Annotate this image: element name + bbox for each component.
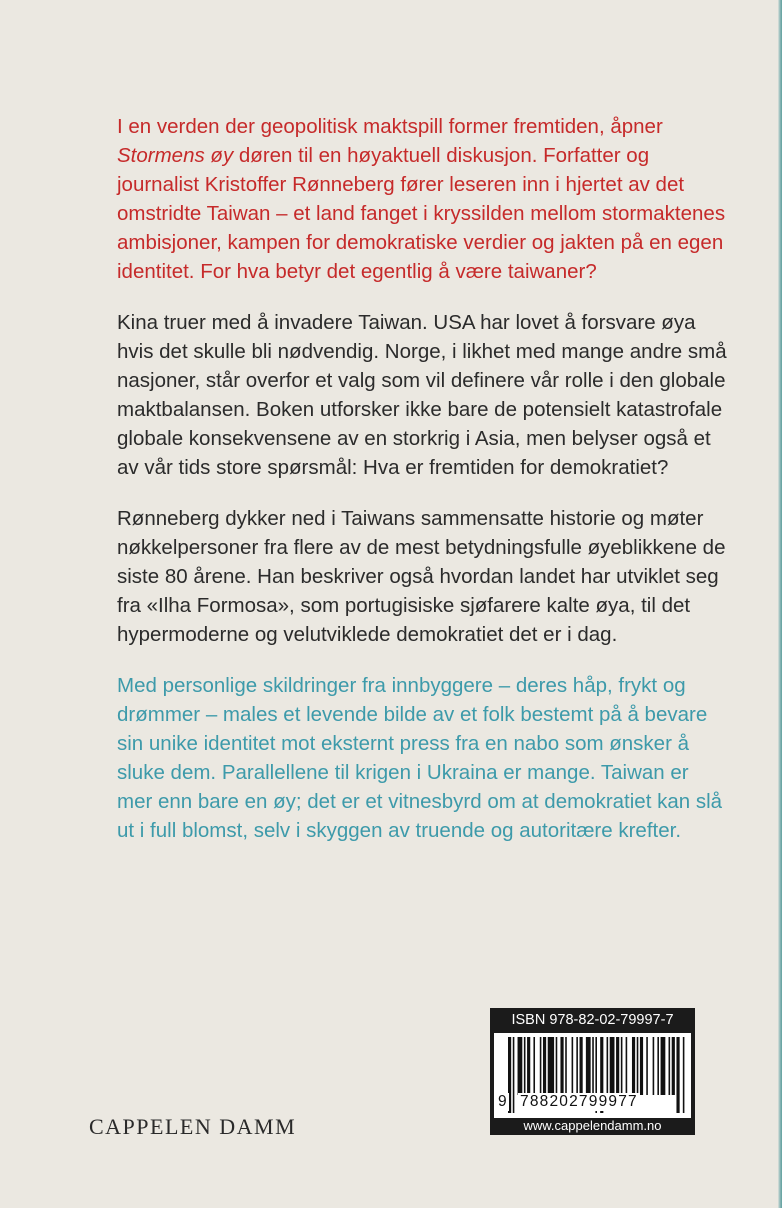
barcode-box bbox=[490, 1008, 695, 1135]
barcode-bar bbox=[565, 1037, 567, 1095]
spine-edge bbox=[778, 0, 782, 1208]
barcode-bar bbox=[672, 1037, 675, 1095]
barcode-bar bbox=[637, 1037, 639, 1095]
barcode-bar bbox=[616, 1037, 619, 1095]
barcode-bar bbox=[657, 1037, 659, 1095]
barcode-bar bbox=[592, 1037, 594, 1095]
barcode-bar bbox=[556, 1037, 558, 1095]
intro-paragraph bbox=[117, 112, 727, 286]
barcode-bar bbox=[661, 1037, 666, 1095]
barcode-bar bbox=[646, 1037, 648, 1095]
barcode-bar bbox=[586, 1037, 591, 1095]
barcode-bar bbox=[580, 1037, 583, 1095]
paragraph-2: Kina truer med å invadere Taiwan. USA har lovet å forsvare øya hvis det skulle bli nødvendig. Norge, i likhet med mange andre små nasjoner, står overfor et valg som vil definere vår rolle i den globale maktbalansen. Boken utforsker ikke bare de potensielt katastrofale globale konsekvensene av en storkrig i Asia, men belyser også et av vår tids store spørsmål: Hva er fremtiden for demokratiet? bbox=[117, 311, 727, 479]
book-title: Stormens øy bbox=[117, 144, 234, 167]
intro-prefix: I en verden der geopolitisk maktspill former fremtiden, åpner bbox=[117, 115, 663, 138]
barcode-digit-group: 788202799977 bbox=[520, 1093, 638, 1110]
paragraph-3: Rønneberg dykker ned i Taiwans sammensatte historie og møter nøkkelpersoner fra flere av de mest betydningsfulle øyeblikkene de siste 80 årene. Han beskriver også hvordan landet har utviklet seg fra «Ilha Formosa», som portugisiske sjøfarere kalte øya, til det hypermoderne og velutviklede demokratiet det er i dag. bbox=[117, 507, 726, 646]
barcode-bar bbox=[607, 1037, 609, 1095]
barcode-bar bbox=[548, 1037, 554, 1095]
barcode-bar bbox=[683, 1037, 685, 1113]
barcode-bar bbox=[527, 1037, 530, 1095]
isbn-label: ISBN 978-82-02-79997-7 bbox=[511, 1012, 674, 1028]
intro-rest: døren til en høyaktuell diskusjon. Forfatter og journalist Kristoffer Rønneberg fører leseren inn i hjertet av det omstridte Taiwan – et land fanget i kryssilden mellom stormaktenes ambisjoner, kampen for demokratiske verdier og jakten på en egen identitet. For hva betyr det egentlig å være taiwaner? bbox=[117, 144, 726, 283]
barcode-bar bbox=[560, 1037, 563, 1095]
barcode-first-digit: 9 bbox=[498, 1093, 508, 1110]
barcode-bar bbox=[621, 1037, 623, 1095]
barcode-bar bbox=[669, 1037, 671, 1095]
barcode-bar bbox=[513, 1037, 515, 1113]
barcode-bar bbox=[524, 1037, 526, 1095]
barcode-bar bbox=[576, 1037, 578, 1095]
barcode-bar bbox=[610, 1037, 615, 1095]
barcode-bar bbox=[676, 1037, 679, 1113]
publisher-logo: CAPPELEN DAMM bbox=[89, 1114, 297, 1139]
barcode-bar bbox=[540, 1037, 542, 1095]
barcode-bar bbox=[518, 1037, 523, 1095]
barcode-bar bbox=[543, 1037, 546, 1095]
barcode-bar bbox=[572, 1037, 574, 1095]
barcode-bar bbox=[533, 1037, 535, 1095]
paragraph-4: Med personlige skildringer fra innbyggere – deres håp, frykt og drømmer – males et levende bilde av et folk bestemt på å bevare sin unike identitet mot eksternt press fra en nabo som ønsker å sluke dem. Parallellene til krigen i Ukraina er mange. Taiwan er mer enn bare en øy; det er et vitnesbyrd om at demokratiet kan slå ut i full blomst, selv i skyggen av truende og autoritære krefter. bbox=[117, 674, 723, 842]
barcode-bar bbox=[640, 1037, 643, 1095]
barcode-bar bbox=[626, 1037, 628, 1095]
barcode-bar bbox=[632, 1037, 635, 1095]
barcode-area bbox=[494, 1033, 691, 1118]
publisher-url: www.cappelendamm.no bbox=[523, 1118, 662, 1133]
barcode-bar bbox=[653, 1037, 655, 1095]
